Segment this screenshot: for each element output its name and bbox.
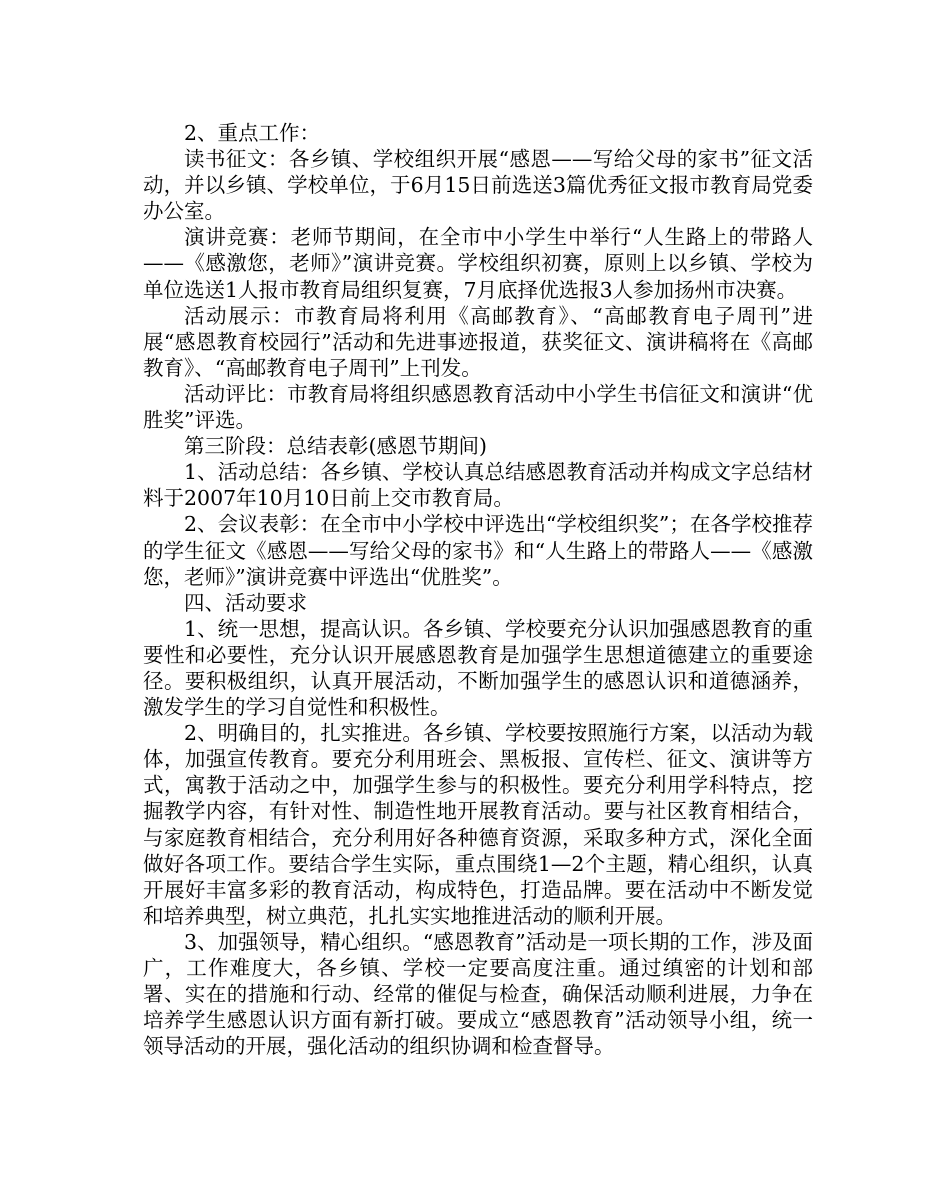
paragraph-strengthen-leadership: 3、加强领导，精心组织。“感恩教育”活动是一项长期的工作，涉及面广，工作难度大，各乡镇、学校一定要高度注重。通过缜密的计划和部署、实在的措施和行动、经常的催促与检查，确保活动顺利进展，力争在培养学生感恩认识方面有新打破。要成立“感恩教育”活动领导小组，统一领导活动的开展，强化活动的组织协调和检查督导。: [143, 929, 813, 1059]
paragraph-activity-evaluation: 活动评比：市教育局将组织感恩教育活动中小学生书信征文和演讲“优胜奖”评选。: [143, 381, 813, 433]
heading-key-work: 2、重点工作：: [184, 121, 321, 145]
paragraph-meeting-commendation: 2、会议表彰：在全市中小学校中评选出“学校组织奖”；在各学校推荐的学生征文《感恩——写给父母的家书》和“人生路上的带路人——《感激您，老师》”演讲竞赛中评选出“优胜奖”。: [143, 512, 813, 589]
paragraph-clarify-purpose: 2、明确目的，扎实推进。各乡镇、学校要按照施行方案，以活动为载体，加强宣传教育。要充分利用班会、黑板报、宣传栏、征文、演讲等方式，寓教于活动之中，加强学生参与的积极性。要充分利用学科特点，挖掘教学内容，有针对性、制造性地开展教育活动。要与社区教育相结合，与家庭教育相结合，充分利用好各种德育资源，采取多种方式，深化全面做好各项工作。要结合学生实际，重点围绕1—2个主题，精心组织，认真开展好丰富多彩的教育活动，构成特色，打造品牌。要在活动中不断发觉和培养典型，树立典范，扎扎实实地推进活动的顺利开展。: [143, 721, 813, 928]
paragraph-activity-showcase: 活动展示：市教育局将利用《高邮教育》、“高邮教育电子周刊”进展“感恩教育校园行”活动和先进事迹报道，获奖征文、演讲稿将在《高邮教育》、“高邮教育电子周刊”上刊发。: [143, 303, 813, 380]
paragraph-activity-summary: 1、活动总结：各乡镇、学校认真总结感恩教育活动并构成文字总结材料于2007年10月10日前上交市教育局。: [143, 460, 813, 511]
heading-phase-three: 第三阶段：总结表彰(感恩节期间): [184, 434, 487, 459]
heading-activity-requirements: 四、活动要求: [184, 590, 307, 615]
paragraph-unify-thinking: 1、统一思想，提高认识。各乡镇、学校要充分认识加强感恩教育的重要性和必要性，充分认识开展感恩教育是加强学生思想道德建立的重要途径。要积极组织，认真开展活动，不断加强学生的感恩认识和道德涵养，激发学生的学习自觉性和积极性。: [143, 616, 813, 720]
paragraph-essay-contest: 读书征文：各乡镇、学校组织开展“感恩——写给父母的家书”征文活动，并以乡镇、学校单位，于6月15日前选送3篇优秀征文报市教育局党委办公室。: [143, 147, 813, 224]
document-body: [143, 120, 813, 1059]
paragraph-speech-contest: 演讲竞赛：老师节期间，在全市中小学生中举行“人生路上的带路人——《感激您，老师》”演讲竞赛。学校组织初赛，原则上以乡镇、学校为单位选送1人报市教育局组织复赛，7月底择优选报3人参加扬州市决赛。: [143, 225, 813, 302]
